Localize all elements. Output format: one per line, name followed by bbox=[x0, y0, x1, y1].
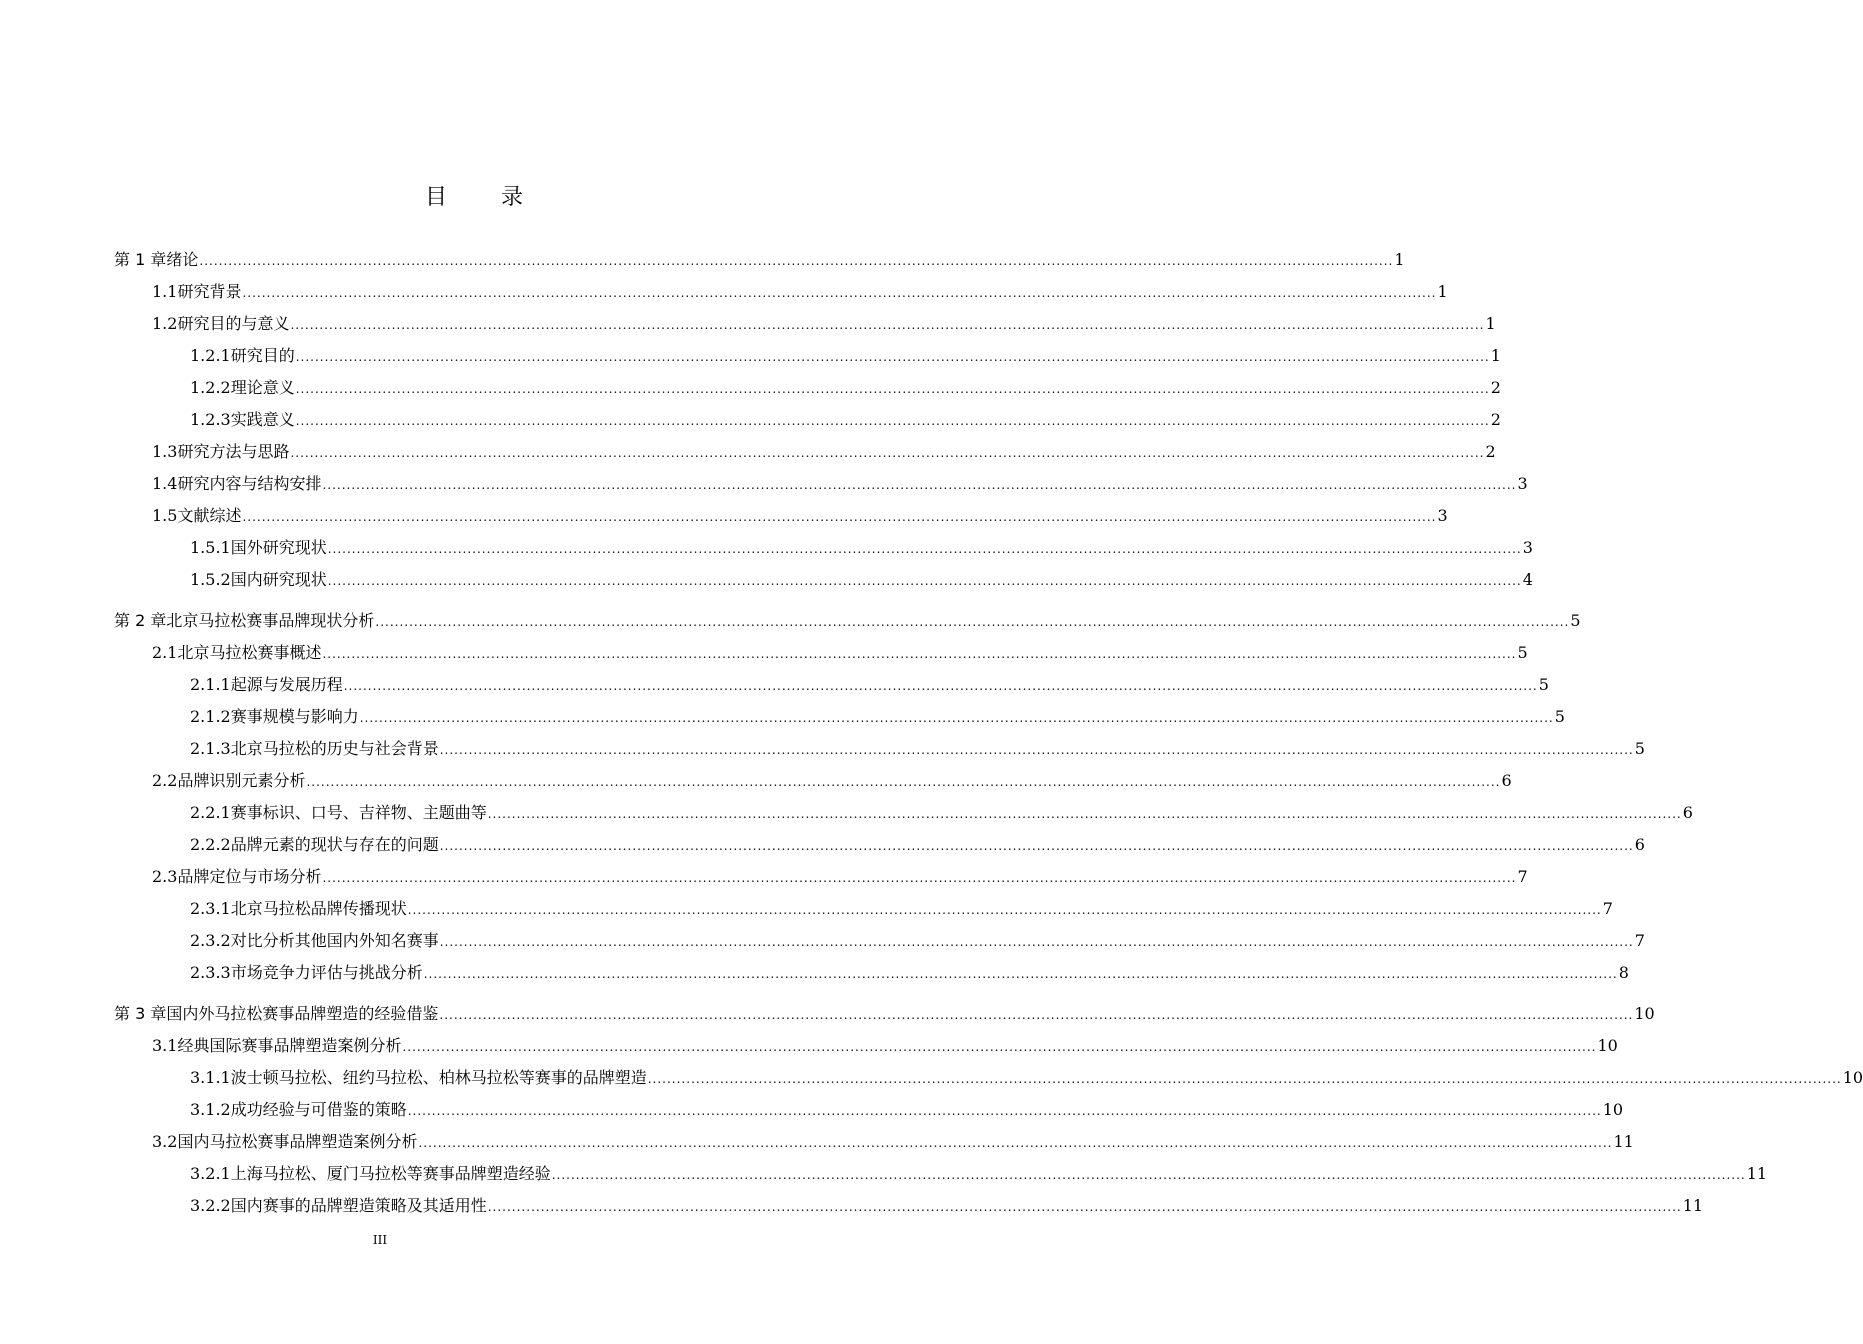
toc-leader-dots bbox=[402, 1031, 1596, 1063]
toc-leader-dots bbox=[322, 638, 1516, 670]
toc-entry[interactable] bbox=[0, 701, 1565, 733]
toc-leader-dots bbox=[290, 437, 1484, 469]
toc-entry-page: 5 bbox=[1554, 707, 1565, 726]
toc-entry-page: 7 bbox=[1634, 931, 1645, 950]
toc-entry-number: 2.1.2 bbox=[190, 707, 231, 726]
toc-entry-number: 1.5 bbox=[152, 506, 178, 525]
toc-leader-dots bbox=[424, 958, 1618, 990]
toc-entry-number: 3.2.2 bbox=[190, 1196, 231, 1215]
toc-leader-dots bbox=[648, 1063, 1842, 1095]
toc-entry-number: 1.2.2 bbox=[190, 378, 231, 397]
toc-entry-page: 6 bbox=[1501, 771, 1512, 790]
toc-entry-number: 2.2.1 bbox=[190, 803, 231, 822]
toc-leader-dots bbox=[418, 1127, 1612, 1159]
toc-entry-title: 赛事标识、口号、吉祥物、主题曲等 bbox=[230, 803, 487, 822]
toc-entry-number: 2.3 bbox=[152, 867, 178, 886]
toc-entry-number: 2.1 bbox=[152, 643, 178, 662]
toc-leader-dots bbox=[242, 277, 1436, 309]
toc-entry-page: 2 bbox=[1490, 378, 1501, 397]
toc-entry-title: 研究目的与意义 bbox=[177, 314, 290, 333]
toc-entry-page: 2 bbox=[1485, 442, 1496, 461]
toc-entry-title: 波士顿马拉松、纽约马拉松、柏林马拉松等赛事的品牌塑造 bbox=[230, 1068, 647, 1087]
toc-entry[interactable] bbox=[0, 637, 1528, 669]
toc-entry-page: 5 bbox=[1517, 643, 1528, 662]
toc-leader-dots bbox=[439, 999, 1633, 1031]
toc-entry[interactable] bbox=[0, 957, 1629, 989]
title-char-left: 目 bbox=[424, 185, 449, 210]
toc-entry[interactable] bbox=[0, 1190, 1704, 1222]
toc-entry-title: 国内外马拉松赛事品牌塑造的经验借鉴 bbox=[166, 1004, 439, 1023]
toc-leader-dots bbox=[440, 926, 1634, 958]
toc-entry-page: 5 bbox=[1538, 675, 1549, 694]
toc-leader-dots bbox=[199, 245, 1393, 277]
toc-entry-title: 研究背景 bbox=[177, 282, 242, 301]
toc-entry[interactable] bbox=[0, 925, 1645, 957]
toc-entry[interactable] bbox=[0, 500, 1448, 532]
table-of-contents bbox=[0, 244, 1863, 1222]
toc-entry-number: 2.1.1 bbox=[190, 675, 231, 694]
toc-entry-title: 品牌定位与市场分析 bbox=[177, 867, 322, 886]
toc-entry-number: 3.1.2 bbox=[190, 1100, 231, 1119]
toc-entry-page: 8 bbox=[1618, 963, 1629, 982]
toc-entry-page: 10 bbox=[1602, 1100, 1624, 1119]
toc-entry[interactable] bbox=[0, 733, 1645, 765]
toc-entry-page: 10 bbox=[1597, 1036, 1618, 1055]
toc-entry-title: 品牌识别元素分析 bbox=[177, 771, 306, 790]
toc-entry[interactable] bbox=[0, 340, 1501, 372]
toc-leader-dots bbox=[328, 533, 1522, 565]
toc-entry[interactable] bbox=[0, 436, 1496, 468]
toc-entry[interactable] bbox=[0, 244, 1405, 276]
toc-entry[interactable] bbox=[0, 308, 1496, 340]
toc-entry-title: 理论意义 bbox=[230, 378, 295, 397]
toc-entry-number: 1.5.2 bbox=[190, 570, 231, 589]
toc-entry-number: 1.3 bbox=[152, 442, 178, 461]
toc-entry-number: 第 3 章 bbox=[114, 1004, 167, 1023]
toc-leader-dots bbox=[322, 862, 1516, 894]
toc-entry[interactable] bbox=[0, 829, 1645, 861]
toc-entry-page: 3 bbox=[1522, 538, 1533, 557]
toc-entry-page: 11 bbox=[1746, 1164, 1768, 1183]
toc-entry-title: 绪论 bbox=[166, 250, 199, 269]
toc-entry-title: 北京马拉松赛事品牌现状分析 bbox=[166, 611, 375, 630]
toc-leader-dots bbox=[375, 606, 1569, 638]
toc-entry-number: 1.2.3 bbox=[190, 410, 231, 429]
toc-entry-page: 2 bbox=[1490, 410, 1501, 429]
toc-entry[interactable] bbox=[0, 797, 1693, 829]
toc-entry-number: 3.2.1 bbox=[190, 1164, 231, 1183]
toc-entry[interactable] bbox=[0, 998, 1655, 1030]
toc-entry-number: 2.3.3 bbox=[190, 963, 231, 982]
toc-leader-dots bbox=[296, 405, 1490, 437]
toc-entry-title: 研究方法与思路 bbox=[177, 442, 290, 461]
toc-entry[interactable] bbox=[0, 404, 1501, 436]
toc-entry-number: 3.1 bbox=[152, 1036, 178, 1055]
title-char-right: 录 bbox=[501, 185, 526, 210]
toc-entry-title: 国内研究现状 bbox=[230, 570, 327, 589]
toc-entry-title: 市场竞争力评估与挑战分析 bbox=[230, 963, 423, 982]
toc-entry-page: 11 bbox=[1613, 1132, 1634, 1151]
toc-entry-page: 1 bbox=[1394, 250, 1405, 269]
toc-leader-dots bbox=[290, 309, 1484, 341]
toc-entry-title: 成功经验与可借鉴的策略 bbox=[230, 1100, 407, 1119]
toc-entry[interactable] bbox=[0, 1094, 1624, 1126]
toc-entry-number: 第 2 章 bbox=[114, 611, 167, 630]
toc-entry[interactable] bbox=[0, 861, 1528, 893]
toc-entry-number: 1.1 bbox=[152, 282, 178, 301]
toc-entry-title: 品牌元素的现状与存在的问题 bbox=[230, 835, 439, 854]
toc-entry[interactable] bbox=[0, 372, 1501, 404]
toc-entry[interactable] bbox=[0, 468, 1528, 500]
toc-entry[interactable] bbox=[0, 765, 1512, 797]
toc-leader-dots bbox=[440, 830, 1634, 862]
toc-leader-dots bbox=[488, 798, 1682, 830]
toc-leader-dots bbox=[552, 1159, 1746, 1191]
toc-entry-title: 北京马拉松赛事概述 bbox=[177, 643, 322, 662]
toc-entry-page: 5 bbox=[1570, 611, 1581, 630]
toc-entry-title: 赛事规模与影响力 bbox=[230, 707, 359, 726]
toc-entry-number: 2.1.3 bbox=[190, 739, 231, 758]
toc-entry-page: 10 bbox=[1842, 1068, 1863, 1087]
toc-entry[interactable] bbox=[0, 1158, 1768, 1190]
toc-entry[interactable] bbox=[0, 1062, 1863, 1094]
toc-entry[interactable] bbox=[0, 1126, 1634, 1158]
toc-leader-dots bbox=[306, 766, 1500, 798]
toc-entry-number: 1.5.1 bbox=[190, 538, 231, 557]
toc-entry-number: 1.2 bbox=[152, 314, 178, 333]
toc-leader-dots bbox=[296, 341, 1490, 373]
toc-entry-number: 1.4 bbox=[152, 474, 178, 493]
toc-entry-title: 国内马拉松赛事品牌塑造案例分析 bbox=[177, 1132, 418, 1151]
toc-entry-title: 国外研究现状 bbox=[230, 538, 327, 557]
toc-entry-page: 7 bbox=[1517, 867, 1528, 886]
toc-entry-title: 上海马拉松、厦门马拉松等赛事品牌塑造经验 bbox=[230, 1164, 551, 1183]
toc-leader-dots bbox=[322, 469, 1516, 501]
toc-entry[interactable] bbox=[0, 276, 1448, 308]
toc-entry-title: 研究目的 bbox=[230, 346, 295, 365]
toc-entry[interactable] bbox=[0, 669, 1549, 701]
toc-entry-title: 对比分析其他国内外知名赛事 bbox=[230, 931, 439, 950]
toc-entry-title: 经典国际赛事品牌塑造案例分析 bbox=[177, 1036, 402, 1055]
toc-entry-page: 1 bbox=[1485, 314, 1496, 333]
toc-entry-number: 2.3.2 bbox=[190, 931, 231, 950]
toc-entry-number: 2.2 bbox=[152, 771, 178, 790]
toc-entry-page: 7 bbox=[1602, 899, 1613, 918]
toc-entry-number: 2.2.2 bbox=[190, 835, 231, 854]
toc-leader-dots bbox=[296, 373, 1490, 405]
toc-entry-page: 1 bbox=[1437, 282, 1448, 301]
toc-leader-dots bbox=[328, 565, 1522, 597]
toc-entry-title: 实践意义 bbox=[230, 410, 295, 429]
toc-entry-title: 北京马拉松的历史与社会背景 bbox=[230, 739, 439, 758]
toc-entry-number: 2.3.1 bbox=[190, 899, 231, 918]
toc-entry-number: 3.1.1 bbox=[190, 1068, 231, 1087]
toc-entry-title: 北京马拉松品牌传播现状 bbox=[230, 899, 407, 918]
toc-entry[interactable] bbox=[0, 1030, 1618, 1062]
toc-entry[interactable] bbox=[0, 564, 1533, 596]
toc-entry-title: 起源与发展历程 bbox=[230, 675, 343, 694]
toc-entry-page: 6 bbox=[1634, 835, 1645, 854]
toc-entry[interactable] bbox=[0, 605, 1581, 637]
toc-leader-dots bbox=[408, 1095, 1602, 1127]
toc-leader-dots bbox=[242, 501, 1436, 533]
toc-leader-dots bbox=[360, 702, 1554, 734]
toc-entry-page: 1 bbox=[1490, 346, 1501, 365]
toc-entry[interactable] bbox=[0, 532, 1533, 564]
toc-entry-title: 国内赛事的品牌塑造策略及其适用性 bbox=[230, 1196, 487, 1215]
toc-entry-page: 11 bbox=[1682, 1196, 1704, 1215]
page-number-footer: III bbox=[372, 1233, 388, 1247]
toc-entry-number: 第 1 章 bbox=[114, 250, 167, 269]
toc-entry-page: 5 bbox=[1634, 739, 1645, 758]
toc-entry-title: 研究内容与结构安排 bbox=[177, 474, 322, 493]
toc-entry-number: 1.2.1 bbox=[190, 346, 231, 365]
toc-leader-dots bbox=[408, 894, 1602, 926]
toc-entry-number: 3.2 bbox=[152, 1132, 178, 1151]
toc-entry-page: 6 bbox=[1682, 803, 1693, 822]
toc-leader-dots bbox=[488, 1191, 1682, 1223]
toc-entry[interactable] bbox=[0, 893, 1613, 925]
toc-leader-dots bbox=[440, 734, 1634, 766]
toc-entry-page: 3 bbox=[1517, 474, 1528, 493]
page-title bbox=[0, 180, 950, 211]
toc-entry-title: 文献综述 bbox=[177, 506, 242, 525]
toc-entry-page: 4 bbox=[1522, 570, 1533, 589]
toc-entry-page: 3 bbox=[1437, 506, 1448, 525]
toc-entry-page: 10 bbox=[1634, 1004, 1655, 1023]
toc-leader-dots bbox=[344, 670, 1538, 702]
